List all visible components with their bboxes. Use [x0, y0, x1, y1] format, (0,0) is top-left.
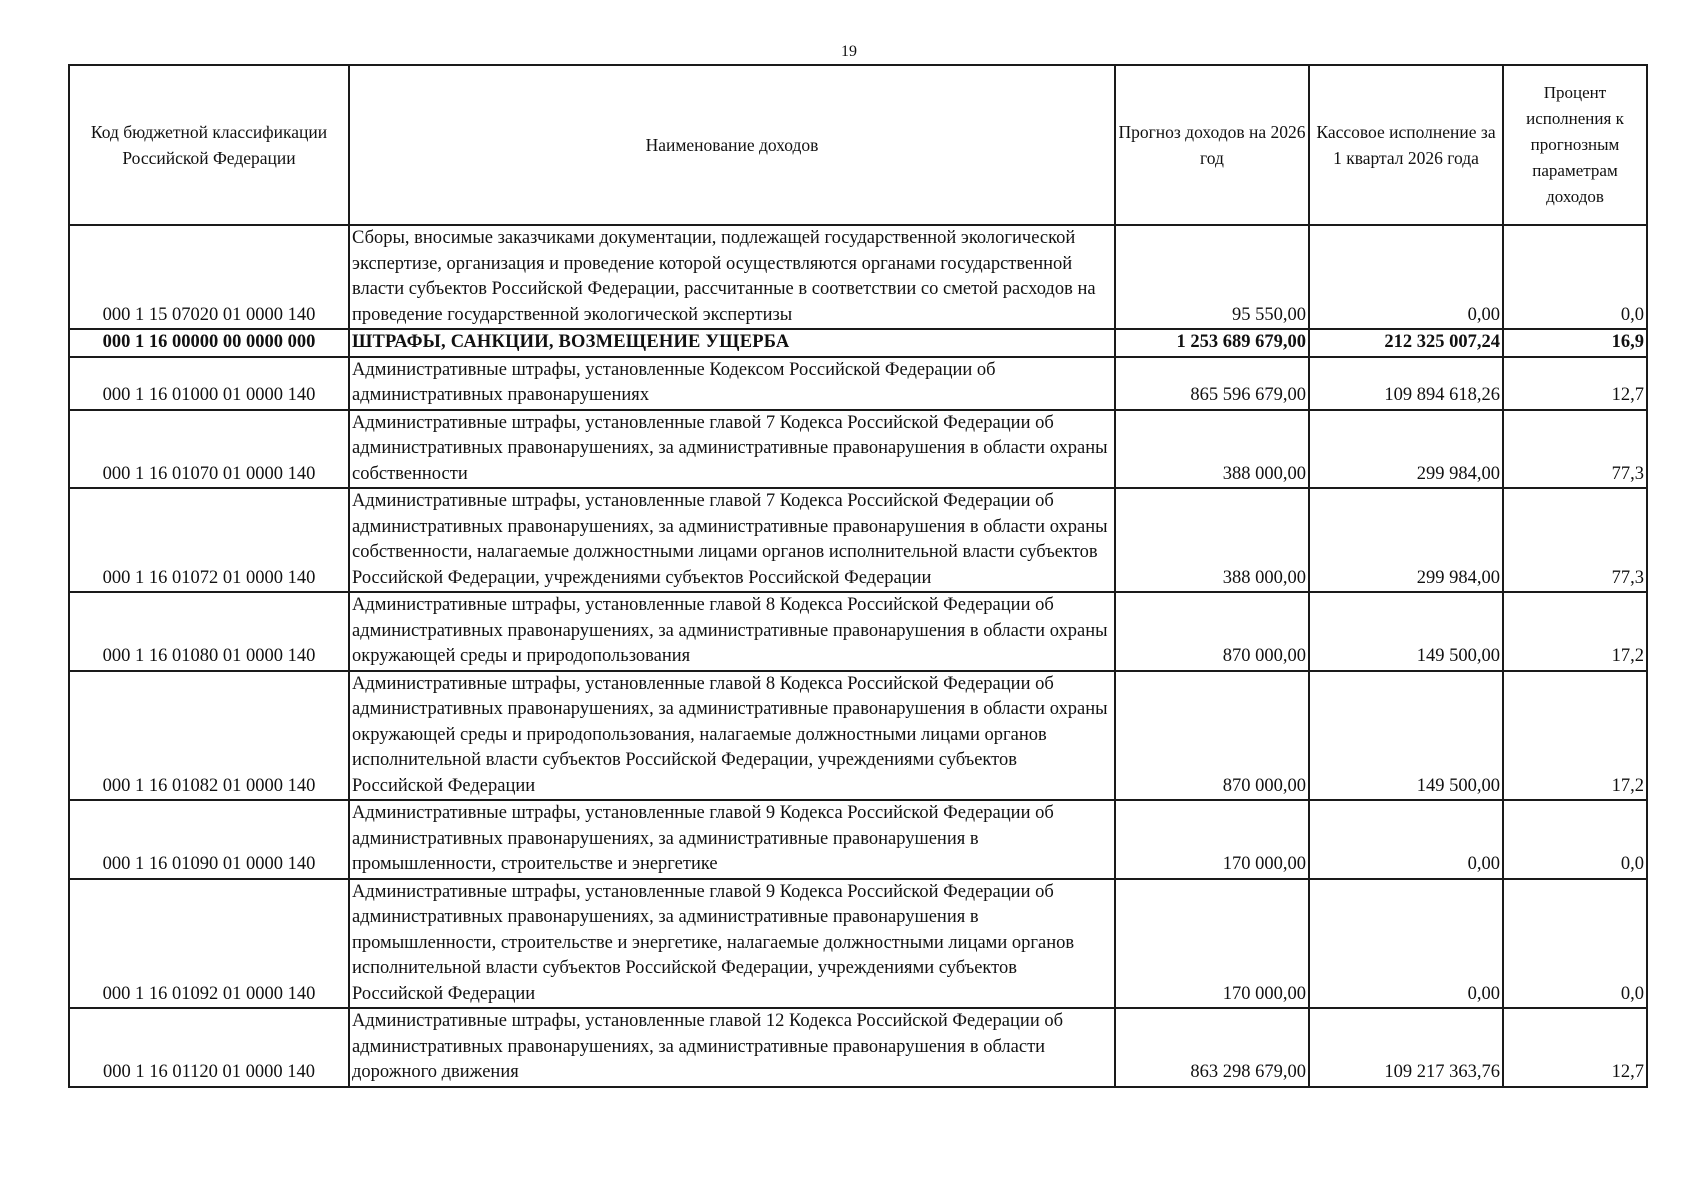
row-execution: 149 500,00 — [1309, 592, 1503, 671]
row-name: Административные штрафы, установленные главой 9 Кодекса Российской Федерации об административных правонарушениях, за административные правонарушения в промышленности, строительстве и энергетике — [349, 800, 1115, 879]
row-percent: 12,7 — [1503, 357, 1647, 410]
row-percent: 17,2 — [1503, 671, 1647, 801]
row-code: 000 1 16 00000 00 0000 000 — [69, 329, 349, 357]
table-row — [69, 592, 1647, 671]
table-row — [69, 488, 1647, 592]
row-forecast: 170 000,00 — [1115, 800, 1309, 879]
row-execution: 212 325 007,24 — [1309, 329, 1503, 357]
header-code: Код бюджетной классификации Российской Федерации — [69, 65, 349, 225]
table-header — [69, 65, 1647, 225]
row-code: 000 1 16 01072 01 0000 140 — [69, 488, 349, 592]
table-row — [69, 225, 1647, 329]
row-percent: 0,0 — [1503, 225, 1647, 329]
row-execution: 109 894 618,26 — [1309, 357, 1503, 410]
row-percent: 17,2 — [1503, 592, 1647, 671]
row-execution: 149 500,00 — [1309, 671, 1503, 801]
row-name: Административные штрафы, установленные главой 7 Кодекса Российской Федерации об административных правонарушениях, за административные правонарушения в области охраны собственности — [349, 410, 1115, 489]
row-name: Сборы, вносимые заказчиками документации, подлежащей государственной экологической экспертизе, организация и проведение которой осуществляются органами государственной власти субъектов Российской Федерации, рассчитанные в соответствии со сметой расходов на проведение государственной экологической экспертизы — [349, 225, 1115, 329]
row-percent: 0,0 — [1503, 879, 1647, 1009]
table-row — [69, 1008, 1647, 1087]
row-percent: 0,0 — [1503, 800, 1647, 879]
row-percent: 77,3 — [1503, 488, 1647, 592]
row-code: 000 1 15 07020 01 0000 140 — [69, 225, 349, 329]
header-forecast: Прогноз доходов на 2026 год — [1115, 65, 1309, 225]
row-forecast: 95 550,00 — [1115, 225, 1309, 329]
row-code: 000 1 16 01120 01 0000 140 — [69, 1008, 349, 1087]
table-row — [69, 357, 1647, 410]
row-forecast: 388 000,00 — [1115, 410, 1309, 489]
header-execution: Кассовое исполнение за 1 квартал 2026 года — [1309, 65, 1503, 225]
row-name: Административные штрафы, установленные главой 9 Кодекса Российской Федерации об административных правонарушениях, за административные правонарушения в промышленности, строительстве и энергетике, налагаемые должностными лицами органов исполнительной власти субъектов Российской Федерации, учреждениями субъектов Российской Федерации — [349, 879, 1115, 1009]
row-code: 000 1 16 01070 01 0000 140 — [69, 410, 349, 489]
row-execution: 299 984,00 — [1309, 410, 1503, 489]
row-name: Административные штрафы, установленные Кодексом Российской Федерации об административных правонарушениях — [349, 357, 1115, 410]
row-forecast: 865 596 679,00 — [1115, 357, 1309, 410]
row-percent: 77,3 — [1503, 410, 1647, 489]
header-name: Наименование доходов — [349, 65, 1115, 225]
row-forecast: 870 000,00 — [1115, 671, 1309, 801]
row-code: 000 1 16 01080 01 0000 140 — [69, 592, 349, 671]
row-percent: 12,7 — [1503, 1008, 1647, 1087]
table-row — [69, 800, 1647, 879]
row-forecast: 1 253 689 679,00 — [1115, 329, 1309, 357]
row-name: ШТРАФЫ, САНКЦИИ, ВОЗМЕЩЕНИЕ УЩЕРБА — [349, 329, 1115, 357]
row-name: Административные штрафы, установленные главой 8 Кодекса Российской Федерации об административных правонарушениях, за административные правонарушения в области охраны окружающей среды и природопользования, налагаемые должностными лицами органов исполнительной власти субъектов Российской Федерации, учреждениями субъектов Российской Федерации — [349, 671, 1115, 801]
page-number: 19 — [841, 43, 857, 60]
row-execution: 109 217 363,76 — [1309, 1008, 1503, 1087]
row-forecast: 170 000,00 — [1115, 879, 1309, 1009]
row-forecast: 870 000,00 — [1115, 592, 1309, 671]
table-body — [69, 225, 1647, 1087]
header-row — [69, 65, 1647, 225]
row-name: Административные штрафы, установленные главой 7 Кодекса Российской Федерации об административных правонарушениях, за административные правонарушения в области охраны собственности, налагаемые должностными лицами органов исполнительной власти субъектов Российской Федерации, учреждениями субъектов Российской Федерации — [349, 488, 1115, 592]
header-percent: Процент исполнения к прогнозным параметрам доходов — [1503, 65, 1647, 225]
table-row-total — [69, 329, 1647, 357]
table-row — [69, 671, 1647, 801]
row-name: Административные штрафы, установленные главой 8 Кодекса Российской Федерации об административных правонарушениях, за административные правонарушения в области охраны окружающей среды и природопользования — [349, 592, 1115, 671]
row-execution: 0,00 — [1309, 225, 1503, 329]
row-code: 000 1 16 01090 01 0000 140 — [69, 800, 349, 879]
table-row — [69, 410, 1647, 489]
row-code: 000 1 16 01092 01 0000 140 — [69, 879, 349, 1009]
budget-table — [68, 64, 1648, 1088]
row-forecast: 863 298 679,00 — [1115, 1008, 1309, 1087]
table-row — [69, 879, 1647, 1009]
row-execution: 0,00 — [1309, 800, 1503, 879]
row-code: 000 1 16 01000 01 0000 140 — [69, 357, 349, 410]
row-execution: 0,00 — [1309, 879, 1503, 1009]
row-forecast: 388 000,00 — [1115, 488, 1309, 592]
row-execution: 299 984,00 — [1309, 488, 1503, 592]
row-percent: 16,9 — [1503, 329, 1647, 357]
row-code: 000 1 16 01082 01 0000 140 — [69, 671, 349, 801]
row-name: Административные штрафы, установленные главой 12 Кодекса Российской Федерации об административных правонарушениях, за административные правонарушения в области дорожного движения — [349, 1008, 1115, 1087]
